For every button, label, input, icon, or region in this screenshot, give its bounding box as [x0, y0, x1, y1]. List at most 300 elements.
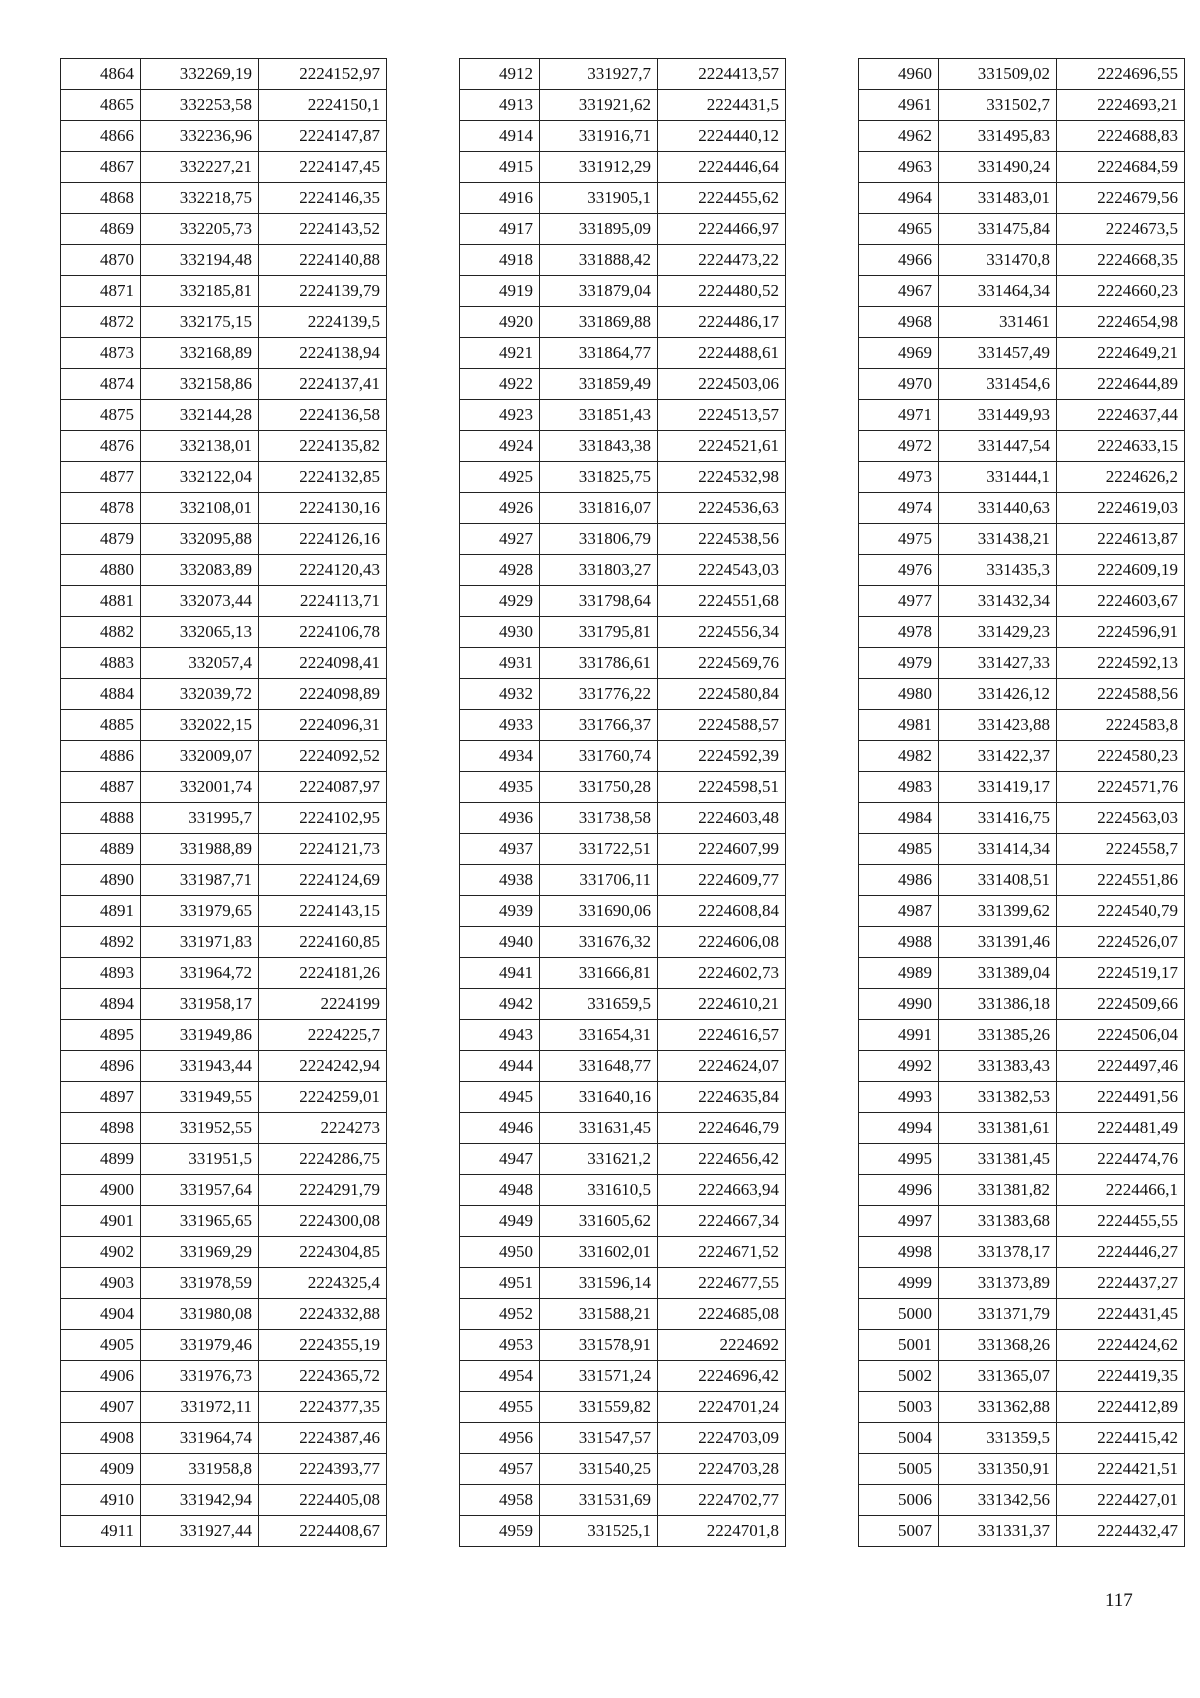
table-row [460, 1051, 786, 1082]
y-coordinate-cell: 2224596,91 [1057, 617, 1185, 648]
y-coordinate-cell: 2224440,12 [658, 121, 786, 152]
y-coordinate-cell: 2224480,52 [658, 276, 786, 307]
x-coordinate-cell: 331381,45 [939, 1144, 1057, 1175]
table-row [61, 1299, 387, 1330]
table-row [460, 1330, 786, 1361]
x-coordinate-cell: 331475,84 [939, 214, 1057, 245]
x-coordinate-cell: 331440,63 [939, 493, 1057, 524]
y-coordinate-cell: 2224551,86 [1057, 865, 1185, 896]
table-row [859, 59, 1185, 90]
table-row [859, 648, 1185, 679]
x-coordinate-cell: 331381,82 [939, 1175, 1057, 1206]
y-coordinate-cell: 2224143,52 [259, 214, 387, 245]
table-row [460, 1485, 786, 1516]
y-coordinate-cell: 2224474,76 [1057, 1144, 1185, 1175]
point-number-cell: 4869 [61, 214, 141, 245]
table-row [460, 865, 786, 896]
y-coordinate-cell: 2224660,23 [1057, 276, 1185, 307]
y-coordinate-cell: 2224637,44 [1057, 400, 1185, 431]
y-coordinate-cell: 2224696,42 [658, 1361, 786, 1392]
x-coordinate-cell: 331470,8 [939, 245, 1057, 276]
y-coordinate-cell: 2224437,27 [1057, 1268, 1185, 1299]
point-number-cell: 4878 [61, 493, 141, 524]
point-number-cell: 4996 [859, 1175, 939, 1206]
table-row [859, 617, 1185, 648]
y-coordinate-cell: 2224684,59 [1057, 152, 1185, 183]
y-coordinate-cell: 2224656,42 [658, 1144, 786, 1175]
point-number-cell: 4956 [460, 1423, 540, 1454]
y-coordinate-cell: 2224466,1 [1057, 1175, 1185, 1206]
x-coordinate-cell: 331444,1 [939, 462, 1057, 493]
y-coordinate-cell: 2224120,43 [259, 555, 387, 586]
table-row [61, 865, 387, 896]
x-coordinate-cell: 331964,74 [141, 1423, 259, 1454]
x-coordinate-cell: 331949,55 [141, 1082, 259, 1113]
x-coordinate-cell: 331378,17 [939, 1237, 1057, 1268]
y-coordinate-cell: 2224139,79 [259, 276, 387, 307]
table-row [859, 245, 1185, 276]
point-number-cell: 4980 [859, 679, 939, 710]
x-coordinate-cell: 331912,29 [540, 152, 658, 183]
point-number-cell: 4889 [61, 834, 141, 865]
y-coordinate-cell: 2224273 [259, 1113, 387, 1144]
x-coordinate-cell: 331435,3 [939, 555, 1057, 586]
x-coordinate-cell: 331454,6 [939, 369, 1057, 400]
x-coordinate-cell: 331483,01 [939, 183, 1057, 214]
point-number-cell: 4952 [460, 1299, 540, 1330]
y-coordinate-cell: 2224421,51 [1057, 1454, 1185, 1485]
point-number-cell: 4920 [460, 307, 540, 338]
table-row [859, 958, 1185, 989]
y-coordinate-cell: 2224486,17 [658, 307, 786, 338]
point-number-cell: 4906 [61, 1361, 141, 1392]
y-coordinate-cell: 2224677,55 [658, 1268, 786, 1299]
x-coordinate-cell: 331602,01 [540, 1237, 658, 1268]
x-coordinate-cell: 331457,49 [939, 338, 1057, 369]
x-coordinate-cell: 331502,7 [939, 90, 1057, 121]
table-row [61, 214, 387, 245]
point-number-cell: 4908 [61, 1423, 141, 1454]
point-number-cell: 4895 [61, 1020, 141, 1051]
x-coordinate-cell: 331578,91 [540, 1330, 658, 1361]
table-row [61, 431, 387, 462]
point-number-cell: 4935 [460, 772, 540, 803]
table-row [460, 1206, 786, 1237]
x-coordinate-cell: 331666,81 [540, 958, 658, 989]
y-coordinate-cell: 2224663,94 [658, 1175, 786, 1206]
table-row [460, 896, 786, 927]
table-row [859, 741, 1185, 772]
table-row [61, 1485, 387, 1516]
table-row [859, 1206, 1185, 1237]
table-row [859, 1175, 1185, 1206]
y-coordinate-cell: 2224087,97 [259, 772, 387, 803]
table-row [460, 59, 786, 90]
point-number-cell: 4916 [460, 183, 540, 214]
y-coordinate-cell: 2224431,5 [658, 90, 786, 121]
x-coordinate-cell: 331766,37 [540, 710, 658, 741]
table-row [460, 772, 786, 803]
x-coordinate-cell: 332227,21 [141, 152, 259, 183]
y-coordinate-cell: 2224332,88 [259, 1299, 387, 1330]
point-number-cell: 4929 [460, 586, 540, 617]
point-number-cell: 4993 [859, 1082, 939, 1113]
point-number-cell: 4924 [460, 431, 540, 462]
x-coordinate-cell: 331559,82 [540, 1392, 658, 1423]
x-coordinate-cell: 331969,29 [141, 1237, 259, 1268]
table-row [460, 1392, 786, 1423]
x-coordinate-cell: 332022,15 [141, 710, 259, 741]
y-coordinate-cell: 2224635,84 [658, 1082, 786, 1113]
x-coordinate-cell: 331495,83 [939, 121, 1057, 152]
point-number-cell: 4969 [859, 338, 939, 369]
x-coordinate-cell: 331571,24 [540, 1361, 658, 1392]
x-coordinate-cell: 331825,75 [540, 462, 658, 493]
y-coordinate-cell: 2224692 [658, 1330, 786, 1361]
y-coordinate-cell: 2224556,34 [658, 617, 786, 648]
x-coordinate-cell: 331987,71 [141, 865, 259, 896]
table-row [61, 121, 387, 152]
y-coordinate-cell: 2224610,21 [658, 989, 786, 1020]
y-coordinate-cell: 2224668,35 [1057, 245, 1185, 276]
table-row [460, 276, 786, 307]
point-number-cell: 4922 [460, 369, 540, 400]
table-row [460, 1082, 786, 1113]
point-number-cell: 5005 [859, 1454, 939, 1485]
y-coordinate-cell: 2224431,45 [1057, 1299, 1185, 1330]
table-row [859, 524, 1185, 555]
x-coordinate-cell: 331958,17 [141, 989, 259, 1020]
y-coordinate-cell: 2224598,51 [658, 772, 786, 803]
table-row [859, 989, 1185, 1020]
table-row [61, 245, 387, 276]
y-coordinate-cell: 2224602,73 [658, 958, 786, 989]
y-coordinate-cell: 2224098,41 [259, 648, 387, 679]
point-number-cell: 4879 [61, 524, 141, 555]
point-number-cell: 4907 [61, 1392, 141, 1423]
point-number-cell: 4867 [61, 152, 141, 183]
table-row [460, 462, 786, 493]
table-row [61, 493, 387, 524]
point-number-cell: 4986 [859, 865, 939, 896]
y-coordinate-cell: 2224365,72 [259, 1361, 387, 1392]
y-coordinate-cell: 2224143,15 [259, 896, 387, 927]
x-coordinate-cell: 331659,5 [540, 989, 658, 1020]
y-coordinate-cell: 2224408,67 [259, 1516, 387, 1547]
x-coordinate-cell: 331631,45 [540, 1113, 658, 1144]
x-coordinate-cell: 331760,74 [540, 741, 658, 772]
point-number-cell: 4883 [61, 648, 141, 679]
y-coordinate-cell: 2224419,35 [1057, 1361, 1185, 1392]
y-coordinate-cell: 2224703,09 [658, 1423, 786, 1454]
table-row [859, 1392, 1185, 1423]
point-number-cell: 4998 [859, 1237, 939, 1268]
y-coordinate-cell: 2224506,04 [1057, 1020, 1185, 1051]
x-coordinate-cell: 331971,83 [141, 927, 259, 958]
y-coordinate-cell: 2224259,01 [259, 1082, 387, 1113]
table-row [859, 183, 1185, 214]
y-coordinate-cell: 2224413,57 [658, 59, 786, 90]
y-coordinate-cell: 2224160,85 [259, 927, 387, 958]
point-number-cell: 4885 [61, 710, 141, 741]
point-number-cell: 4870 [61, 245, 141, 276]
point-number-cell: 4910 [61, 1485, 141, 1516]
y-coordinate-cell: 2224140,88 [259, 245, 387, 276]
point-number-cell: 4938 [460, 865, 540, 896]
table-row [859, 307, 1185, 338]
point-number-cell: 4890 [61, 865, 141, 896]
point-number-cell: 5006 [859, 1485, 939, 1516]
x-coordinate-cell: 331432,34 [939, 586, 1057, 617]
table-row [61, 648, 387, 679]
table-row [859, 1485, 1185, 1516]
table-row [61, 772, 387, 803]
x-coordinate-cell: 331438,21 [939, 524, 1057, 555]
point-number-cell: 4926 [460, 493, 540, 524]
point-number-cell: 4991 [859, 1020, 939, 1051]
table-row [61, 803, 387, 834]
x-coordinate-cell: 331988,89 [141, 834, 259, 865]
table-row [61, 90, 387, 121]
table-row [460, 927, 786, 958]
x-coordinate-cell: 331362,88 [939, 1392, 1057, 1423]
point-number-cell: 4940 [460, 927, 540, 958]
table-row [859, 772, 1185, 803]
x-coordinate-cell: 331972,11 [141, 1392, 259, 1423]
point-number-cell: 5003 [859, 1392, 939, 1423]
point-number-cell: 5002 [859, 1361, 939, 1392]
y-coordinate-cell: 2224633,15 [1057, 431, 1185, 462]
x-coordinate-cell: 331381,61 [939, 1113, 1057, 1144]
y-coordinate-cell: 2224355,19 [259, 1330, 387, 1361]
x-coordinate-cell: 331416,75 [939, 803, 1057, 834]
table-row [460, 741, 786, 772]
point-number-cell: 4948 [460, 1175, 540, 1206]
point-number-cell: 4966 [859, 245, 939, 276]
y-coordinate-cell: 2224563,03 [1057, 803, 1185, 834]
point-number-cell: 4888 [61, 803, 141, 834]
x-coordinate-cell: 331414,34 [939, 834, 1057, 865]
point-number-cell: 4925 [460, 462, 540, 493]
table-row [61, 586, 387, 617]
point-number-cell: 4880 [61, 555, 141, 586]
point-number-cell: 4941 [460, 958, 540, 989]
point-number-cell: 4971 [859, 400, 939, 431]
point-number-cell: 4970 [859, 369, 939, 400]
point-number-cell: 4917 [460, 214, 540, 245]
y-coordinate-cell: 2224488,61 [658, 338, 786, 369]
table-row [61, 555, 387, 586]
point-number-cell: 4981 [859, 710, 939, 741]
point-number-cell: 4930 [460, 617, 540, 648]
point-number-cell: 4962 [859, 121, 939, 152]
x-coordinate-cell: 332108,01 [141, 493, 259, 524]
point-number-cell: 4904 [61, 1299, 141, 1330]
point-number-cell: 4960 [859, 59, 939, 90]
table-row [859, 586, 1185, 617]
point-number-cell: 4961 [859, 90, 939, 121]
table-row [859, 927, 1185, 958]
point-number-cell: 4905 [61, 1330, 141, 1361]
point-number-cell: 4876 [61, 431, 141, 462]
point-number-cell: 4955 [460, 1392, 540, 1423]
x-coordinate-cell: 331816,07 [540, 493, 658, 524]
x-coordinate-cell: 332158,86 [141, 369, 259, 400]
y-coordinate-cell: 2224387,46 [259, 1423, 387, 1454]
table-row [460, 1454, 786, 1485]
table-row [61, 307, 387, 338]
point-number-cell: 4984 [859, 803, 939, 834]
table-row [859, 152, 1185, 183]
point-number-cell: 4946 [460, 1113, 540, 1144]
table-row [61, 1144, 387, 1175]
y-coordinate-cell: 2224106,78 [259, 617, 387, 648]
x-coordinate-cell: 331978,59 [141, 1268, 259, 1299]
y-coordinate-cell: 2224688,83 [1057, 121, 1185, 152]
table-row [61, 896, 387, 927]
point-number-cell: 4921 [460, 338, 540, 369]
table-row [460, 679, 786, 710]
x-coordinate-cell: 331461 [939, 307, 1057, 338]
point-number-cell: 4975 [859, 524, 939, 555]
x-coordinate-cell: 331879,04 [540, 276, 658, 307]
table-row [460, 834, 786, 865]
table-row [859, 338, 1185, 369]
x-coordinate-cell: 331916,71 [540, 121, 658, 152]
y-coordinate-cell: 2224588,56 [1057, 679, 1185, 710]
x-coordinate-cell: 331690,06 [540, 896, 658, 927]
table-row [460, 1423, 786, 1454]
x-coordinate-cell: 331738,58 [540, 803, 658, 834]
y-coordinate-cell: 2224491,56 [1057, 1082, 1185, 1113]
y-coordinate-cell: 2224646,79 [658, 1113, 786, 1144]
point-number-cell: 4897 [61, 1082, 141, 1113]
y-coordinate-cell: 2224150,1 [259, 90, 387, 121]
table-row [61, 958, 387, 989]
y-coordinate-cell: 2224543,03 [658, 555, 786, 586]
point-number-cell: 4874 [61, 369, 141, 400]
y-coordinate-cell: 2224405,08 [259, 1485, 387, 1516]
table-row [61, 1113, 387, 1144]
x-coordinate-cell: 331389,04 [939, 958, 1057, 989]
table-row [859, 493, 1185, 524]
x-coordinate-cell: 331949,86 [141, 1020, 259, 1051]
x-coordinate-cell: 331654,31 [540, 1020, 658, 1051]
x-coordinate-cell: 332205,73 [141, 214, 259, 245]
x-coordinate-cell: 332185,81 [141, 276, 259, 307]
point-number-cell: 4911 [61, 1516, 141, 1547]
x-coordinate-cell: 332236,96 [141, 121, 259, 152]
point-number-cell: 4964 [859, 183, 939, 214]
point-number-cell: 4927 [460, 524, 540, 555]
point-number-cell: 4864 [61, 59, 141, 90]
x-coordinate-cell: 331952,55 [141, 1113, 259, 1144]
point-number-cell: 4992 [859, 1051, 939, 1082]
point-number-cell: 4945 [460, 1082, 540, 1113]
y-coordinate-cell: 2224325,4 [259, 1268, 387, 1299]
point-number-cell: 4997 [859, 1206, 939, 1237]
point-number-cell: 4957 [460, 1454, 540, 1485]
x-coordinate-cell: 332168,89 [141, 338, 259, 369]
y-coordinate-cell: 2224613,87 [1057, 524, 1185, 555]
y-coordinate-cell: 2224526,07 [1057, 927, 1185, 958]
table-row [460, 1268, 786, 1299]
x-coordinate-cell: 331350,91 [939, 1454, 1057, 1485]
point-number-cell: 4979 [859, 648, 939, 679]
table-row [460, 1299, 786, 1330]
x-coordinate-cell: 331621,2 [540, 1144, 658, 1175]
table-row [859, 400, 1185, 431]
y-coordinate-cell: 2224124,69 [259, 865, 387, 896]
point-number-cell: 4973 [859, 462, 939, 493]
table-row [61, 1206, 387, 1237]
x-coordinate-cell: 331422,37 [939, 741, 1057, 772]
x-coordinate-cell: 331776,22 [540, 679, 658, 710]
x-coordinate-cell: 331976,73 [141, 1361, 259, 1392]
table-row [61, 276, 387, 307]
x-coordinate-cell: 331957,64 [141, 1175, 259, 1206]
point-number-cell: 4995 [859, 1144, 939, 1175]
x-coordinate-cell: 331806,79 [540, 524, 658, 555]
x-coordinate-cell: 331359,5 [939, 1423, 1057, 1454]
table-row [61, 152, 387, 183]
y-coordinate-cell: 2224608,84 [658, 896, 786, 927]
y-coordinate-cell: 2224532,98 [658, 462, 786, 493]
x-coordinate-cell: 332039,72 [141, 679, 259, 710]
table-row [61, 400, 387, 431]
y-coordinate-cell: 2224121,73 [259, 834, 387, 865]
table-row [859, 276, 1185, 307]
y-coordinate-cell: 2224521,61 [658, 431, 786, 462]
point-number-cell: 4899 [61, 1144, 141, 1175]
table-row [61, 710, 387, 741]
x-coordinate-cell: 332073,44 [141, 586, 259, 617]
point-number-cell: 4936 [460, 803, 540, 834]
table-row [859, 1082, 1185, 1113]
point-number-cell: 4913 [460, 90, 540, 121]
point-number-cell: 4882 [61, 617, 141, 648]
x-coordinate-cell: 331596,14 [540, 1268, 658, 1299]
point-number-cell: 4978 [859, 617, 939, 648]
y-coordinate-cell: 2224152,97 [259, 59, 387, 90]
y-coordinate-cell: 2224291,79 [259, 1175, 387, 1206]
x-coordinate-cell: 331383,68 [939, 1206, 1057, 1237]
table-row [61, 1330, 387, 1361]
x-coordinate-cell: 331722,51 [540, 834, 658, 865]
table-row [61, 369, 387, 400]
table-row [460, 493, 786, 524]
table-row [460, 369, 786, 400]
point-number-cell: 4976 [859, 555, 939, 586]
point-number-cell: 4928 [460, 555, 540, 586]
x-coordinate-cell: 331426,12 [939, 679, 1057, 710]
x-coordinate-cell: 331750,28 [540, 772, 658, 803]
point-number-cell: 4884 [61, 679, 141, 710]
point-number-cell: 4988 [859, 927, 939, 958]
point-number-cell: 4994 [859, 1113, 939, 1144]
point-number-cell: 4872 [61, 307, 141, 338]
table-row [61, 1423, 387, 1454]
x-coordinate-cell: 331531,69 [540, 1485, 658, 1516]
point-number-cell: 4866 [61, 121, 141, 152]
point-number-cell: 4942 [460, 989, 540, 1020]
x-coordinate-cell: 332001,74 [141, 772, 259, 803]
x-coordinate-cell: 331408,51 [939, 865, 1057, 896]
point-number-cell: 4865 [61, 90, 141, 121]
table-row [859, 1051, 1185, 1082]
table-row [859, 555, 1185, 586]
x-coordinate-cell: 331676,32 [540, 927, 658, 958]
